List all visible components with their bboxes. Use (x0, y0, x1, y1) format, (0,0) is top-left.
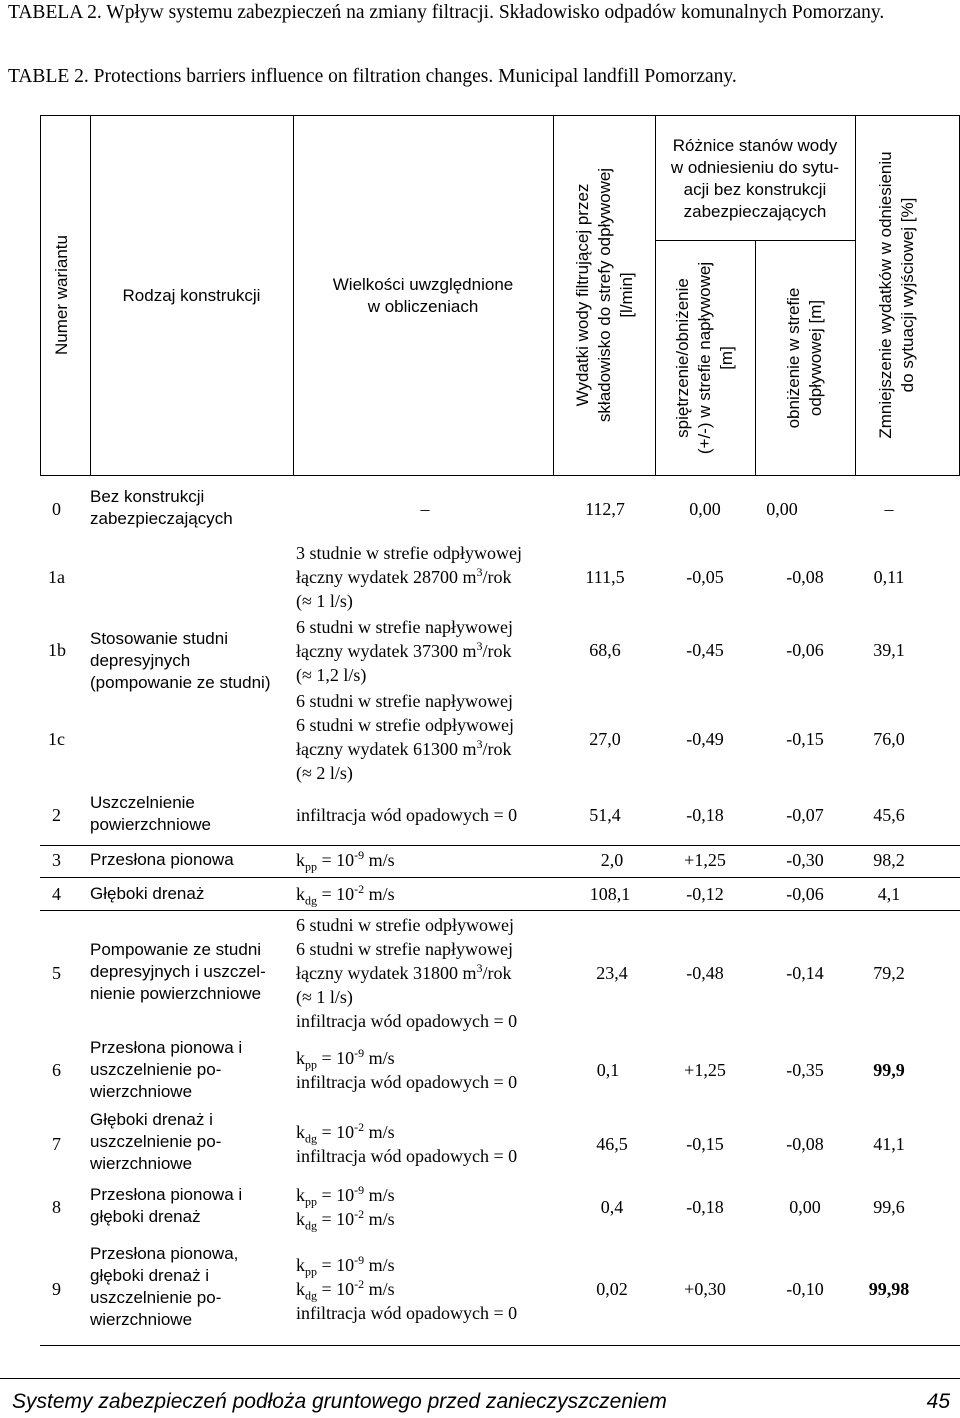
header-outflow: Wydatki wody filtrującej przez składowisko do strefy odpływowej [l/min] (573, 167, 636, 423)
page-number: 45 (926, 1390, 950, 1413)
header-inflow-zone: spiętrzenie/obniżenie (+/-) w strefie napływowej [m] (673, 261, 736, 455)
row1-construction: Stosowanie studni depresyjnych (pompowanie ze studni) (90, 629, 271, 692)
header-quantities: Wielkości uwzględnione w obliczeniach (332, 275, 514, 316)
header-reduction: Zmniejszenie wydatków w odniesieniu do sytuacji wyjściowej [%] (876, 151, 917, 439)
caption-en: TABLE 2. Protections barriers influence on filtration changes. Municipal landfill Pomorzany. (8, 66, 737, 87)
caption-pl: TABELA 2. Wpływ systemu zabezpieczeń na zmiany filtracji. Składowisko odpadów komunalnych Pomorzany. (8, 2, 885, 23)
header-outflow-zone: obniżenie w strefie odpływowej [m] (784, 287, 825, 429)
footer-title: Systemy zabezpieczeń podłoża gruntowego przed zanieczyszczeniem (12, 1390, 667, 1413)
header-construction: Rodzaj konstrukcji (122, 286, 261, 305)
header-variant: Numer wariantu (52, 235, 71, 355)
header-water-diff: Różnice stanów wody w odniesieniu do sytu- acji bez konstrukcji zabezpieczających (670, 136, 840, 221)
